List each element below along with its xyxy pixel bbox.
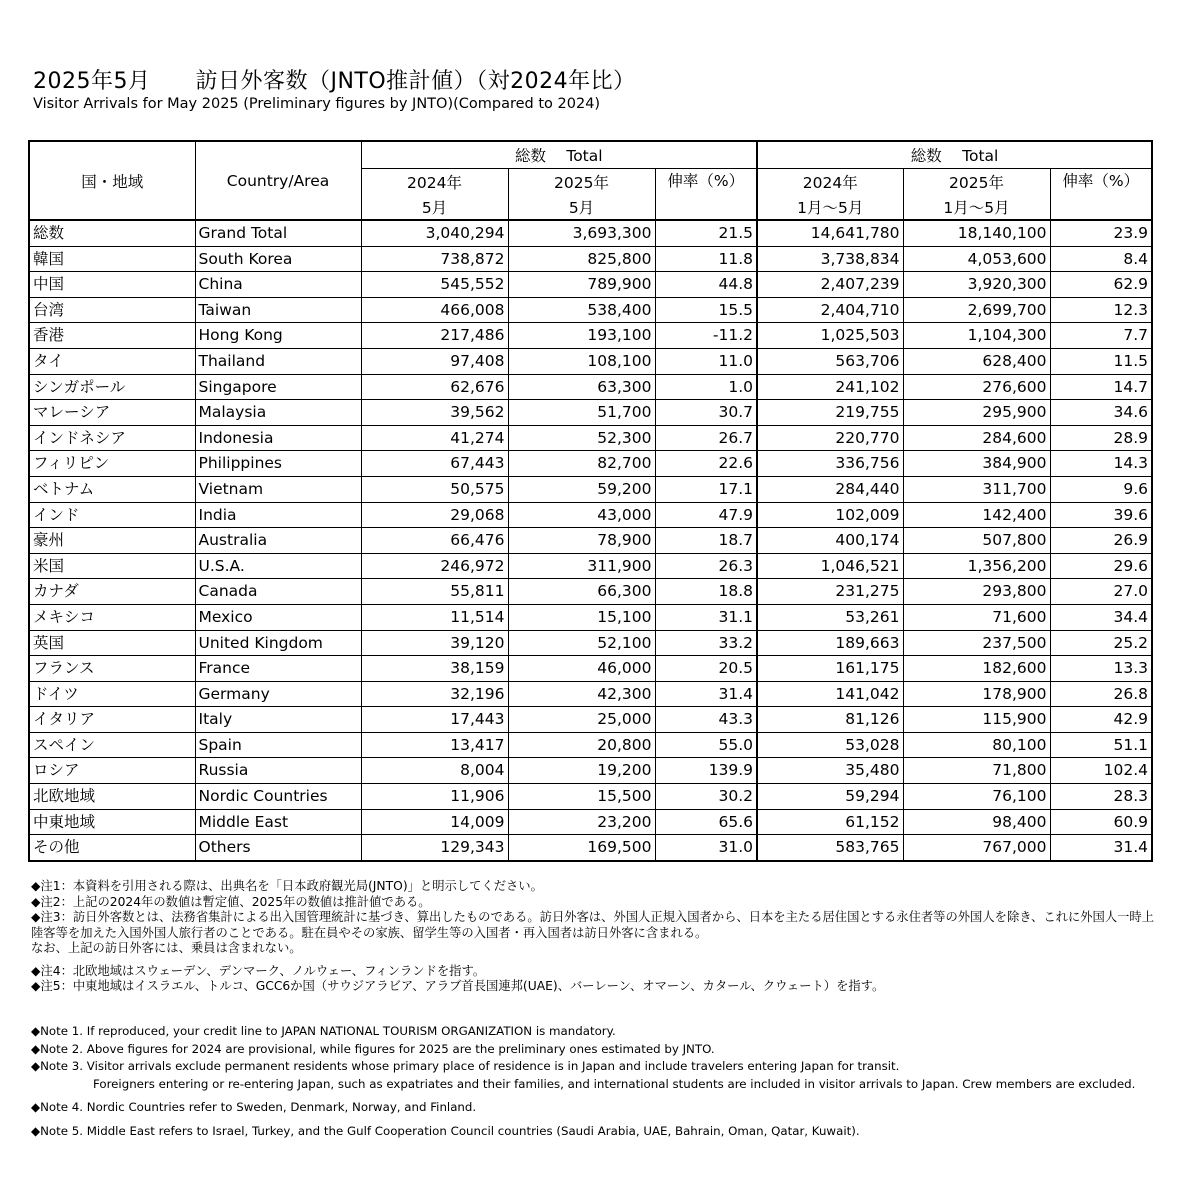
cell-country-en: Thailand xyxy=(195,348,361,374)
cell-may-2024: 97,408 xyxy=(361,348,508,374)
cell-country-en: France xyxy=(195,656,361,682)
cell-may-2024: 13,417 xyxy=(361,732,508,758)
header-rate-ytd: 伸率（%） xyxy=(1050,169,1152,221)
header-country-en: Country/Area xyxy=(195,141,361,220)
note-en-1: ◆Note 1. If reproduced, your credit line to JAPAN NATIONAL TOURISM ORGANIZATION is mandatory. xyxy=(31,1024,616,1038)
cell-may-2025: 193,100 xyxy=(508,323,655,349)
cell-ytd-2024: 14,641,780 xyxy=(757,220,903,246)
cell-ytd-2024: 3,738,834 xyxy=(757,246,903,272)
cell-may-rate: 55.0 xyxy=(655,732,757,758)
cell-ytd-rate: 14.3 xyxy=(1050,451,1152,477)
cell-ytd-rate: 34.6 xyxy=(1050,400,1152,426)
cell-country-en: South Korea xyxy=(195,246,361,272)
cell-country-en: Grand Total xyxy=(195,220,361,246)
cell-ytd-2025: 80,100 xyxy=(903,732,1050,758)
cell-ytd-rate: 25.2 xyxy=(1050,630,1152,656)
header-2024-ytd-year: 2024年 xyxy=(757,169,903,195)
cell-may-2024: 17,443 xyxy=(361,707,508,733)
note-jp-4: ◆注4：北欧地域はスウェーデン、デンマーク、ノルウェー、フィンランドを指す。 xyxy=(31,963,486,978)
cell-ytd-rate: 9.6 xyxy=(1050,476,1152,502)
table-row xyxy=(29,681,1152,707)
cell-ytd-2024: 336,756 xyxy=(757,451,903,477)
cell-ytd-rate: 60.9 xyxy=(1050,809,1152,835)
table-row xyxy=(29,758,1152,784)
cell-may-rate: 26.3 xyxy=(655,553,757,579)
cell-ytd-2025: 293,800 xyxy=(903,579,1050,605)
cell-country-en: Singapore xyxy=(195,374,361,400)
cell-ytd-2025: 142,400 xyxy=(903,502,1050,528)
cell-ytd-rate: 26.9 xyxy=(1050,528,1152,554)
cell-ytd-2024: 220,770 xyxy=(757,425,903,451)
cell-ytd-2024: 141,042 xyxy=(757,681,903,707)
cell-ytd-2024: 284,440 xyxy=(757,476,903,502)
cell-ytd-2024: 189,663 xyxy=(757,630,903,656)
cell-may-2025: 66,300 xyxy=(508,579,655,605)
note-jp-1: ◆注1：本資料を引用される際は、出典名を「日本政府観光局(JNTO)」と明示してください。 xyxy=(31,879,543,893)
cell-may-2024: 32,196 xyxy=(361,681,508,707)
cell-may-2024: 129,343 xyxy=(361,835,508,861)
cell-may-rate: 30.7 xyxy=(655,400,757,426)
cell-country-jp: ベトナム xyxy=(29,476,195,502)
cell-country-jp: 英国 xyxy=(29,630,195,656)
cell-may-rate: 31.1 xyxy=(655,604,757,630)
note-en-3: ◆Note 3. Visitor arrivals exclude permanent residents whose primary place of residence is in Japan and include travelers entering Japan for transit. xyxy=(31,1059,900,1073)
note-en-3-cont: Foreigners entering or re-entering Japan, such as expatriates and their families, and international students are included in visitor arrivals to Japan. Crew members are excluded. xyxy=(93,1076,1136,1091)
note-en-5: ◆Note 5. Middle East refers to Israel, Turkey, and the Gulf Cooperation Council countries (Saudi Arabia, UAE, Bahrain, Oman, Qatar, Kuwait). xyxy=(31,1123,860,1138)
table-row xyxy=(29,528,1152,554)
header-2024-ytd-range: 1月～5月 xyxy=(757,194,903,220)
cell-country-jp: インドネシア xyxy=(29,425,195,451)
cell-ytd-rate: 62.9 xyxy=(1050,272,1152,298)
cell-may-2025: 25,000 xyxy=(508,707,655,733)
cell-ytd-2025: 1,104,300 xyxy=(903,323,1050,349)
header-rate: 伸率（%） xyxy=(655,169,757,221)
cell-may-2024: 39,562 xyxy=(361,400,508,426)
cell-country-jp: カナダ xyxy=(29,579,195,605)
cell-may-rate: 47.9 xyxy=(655,502,757,528)
cell-country-jp: 韓国 xyxy=(29,246,195,272)
cell-ytd-2025: 2,699,700 xyxy=(903,297,1050,323)
cell-may-rate: 43.3 xyxy=(655,707,757,733)
cell-ytd-rate: 13.3 xyxy=(1050,656,1152,682)
cell-may-2025: 42,300 xyxy=(508,681,655,707)
visitor-arrivals-table xyxy=(28,140,1153,862)
cell-may-rate: 22.6 xyxy=(655,451,757,477)
cell-country-en: Germany xyxy=(195,681,361,707)
cell-country-jp: 北欧地域 xyxy=(29,784,195,810)
page-title-jp: 2025年5月 訪日外客数（JNTO推計値）（対2024年比） xyxy=(33,69,636,94)
cell-country-jp: ドイツ xyxy=(29,681,195,707)
table-row xyxy=(29,579,1152,605)
cell-country-en: U.S.A. xyxy=(195,553,361,579)
cell-may-2025: 311,900 xyxy=(508,553,655,579)
cell-may-2024: 55,811 xyxy=(361,579,508,605)
cell-ytd-2024: 400,174 xyxy=(757,528,903,554)
cell-may-rate: 26.7 xyxy=(655,425,757,451)
cell-ytd-2024: 2,407,239 xyxy=(757,272,903,298)
cell-may-rate: 31.0 xyxy=(655,835,757,861)
note-en-2: ◆Note 2. Above figures for 2024 are provisional, while figures for 2025 are the preliminary ones estimated by JNTO. xyxy=(31,1041,715,1056)
cell-country-jp: インド xyxy=(29,502,195,528)
header-2025-year: 2025年 xyxy=(508,169,655,195)
cell-may-2024: 466,008 xyxy=(361,297,508,323)
note-jp-5: ◆注5：中東地域はイスラエル、トルコ、GCC6か国（サウジアラビア、アラブ首長国連邦(UAE)、バーレーン、オマーン、カタール、クウェート）を指す。 xyxy=(31,979,885,993)
cell-may-2024: 14,009 xyxy=(361,809,508,835)
cell-may-2024: 11,514 xyxy=(361,604,508,630)
cell-may-rate: 1.0 xyxy=(655,374,757,400)
cell-country-en: Indonesia xyxy=(195,425,361,451)
notes-japanese xyxy=(31,879,1156,995)
cell-may-rate: 18.8 xyxy=(655,579,757,605)
cell-may-2025: 20,800 xyxy=(508,732,655,758)
cell-country-en: Hong Kong xyxy=(195,323,361,349)
cell-country-en: Vietnam xyxy=(195,476,361,502)
cell-ytd-2024: 1,046,521 xyxy=(757,553,903,579)
cell-ytd-2025: 384,900 xyxy=(903,451,1050,477)
cell-may-2024: 3,040,294 xyxy=(361,220,508,246)
table-row xyxy=(29,707,1152,733)
cell-may-rate: 31.4 xyxy=(655,681,757,707)
cell-may-2025: 19,200 xyxy=(508,758,655,784)
table-row xyxy=(29,476,1152,502)
cell-country-jp: フランス xyxy=(29,656,195,682)
cell-may-2025: 43,000 xyxy=(508,502,655,528)
cell-may-2024: 38,159 xyxy=(361,656,508,682)
cell-ytd-rate: 29.6 xyxy=(1050,553,1152,579)
table-row xyxy=(29,502,1152,528)
cell-ytd-2024: 563,706 xyxy=(757,348,903,374)
cell-ytd-2024: 583,765 xyxy=(757,835,903,861)
header-group-ytd: 総数 Total xyxy=(757,141,1152,169)
cell-may-2025: 825,800 xyxy=(508,246,655,272)
cell-ytd-2025: 284,600 xyxy=(903,425,1050,451)
cell-may-rate: 18.7 xyxy=(655,528,757,554)
table-row xyxy=(29,732,1152,758)
cell-may-2025: 3,693,300 xyxy=(508,220,655,246)
note-en-4: ◆Note 4. Nordic Countries refer to Sweden, Denmark, Norway, and Finland. xyxy=(31,1100,477,1114)
cell-may-2025: 52,100 xyxy=(508,630,655,656)
cell-ytd-rate: 34.4 xyxy=(1050,604,1152,630)
cell-may-2024: 8,004 xyxy=(361,758,508,784)
cell-may-rate: 21.5 xyxy=(655,220,757,246)
cell-may-rate: 17.1 xyxy=(655,476,757,502)
cell-ytd-2024: 59,294 xyxy=(757,784,903,810)
cell-ytd-2025: 507,800 xyxy=(903,528,1050,554)
table-row xyxy=(29,604,1152,630)
note-jp-2: ◆注2：上記の2024年の数値は暫定値、2025年の数値は推計値である。 xyxy=(31,894,431,909)
cell-may-2024: 39,120 xyxy=(361,630,508,656)
cell-may-2025: 23,200 xyxy=(508,809,655,835)
cell-may-2025: 51,700 xyxy=(508,400,655,426)
cell-country-en: China xyxy=(195,272,361,298)
header-2025-month: 5月 xyxy=(508,194,655,220)
cell-may-rate: 65.6 xyxy=(655,809,757,835)
cell-country-en: Canada xyxy=(195,579,361,605)
table-body xyxy=(29,220,1152,861)
cell-country-en: Italy xyxy=(195,707,361,733)
cell-ytd-2025: 311,700 xyxy=(903,476,1050,502)
notes-english xyxy=(31,1023,1166,1140)
cell-ytd-rate: 102.4 xyxy=(1050,758,1152,784)
cell-ytd-2025: 71,600 xyxy=(903,604,1050,630)
cell-ytd-rate: 39.6 xyxy=(1050,502,1152,528)
cell-ytd-2025: 295,900 xyxy=(903,400,1050,426)
cell-ytd-2025: 178,900 xyxy=(903,681,1050,707)
cell-may-2024: 738,872 xyxy=(361,246,508,272)
cell-ytd-2025: 237,500 xyxy=(903,630,1050,656)
header-2024-month: 5月 xyxy=(361,194,508,220)
cell-may-2025: 59,200 xyxy=(508,476,655,502)
cell-ytd-rate: 26.8 xyxy=(1050,681,1152,707)
cell-ytd-2024: 161,175 xyxy=(757,656,903,682)
cell-ytd-rate: 42.9 xyxy=(1050,707,1152,733)
table-row xyxy=(29,835,1152,861)
cell-may-2025: 15,500 xyxy=(508,784,655,810)
cell-ytd-2025: 767,000 xyxy=(903,835,1050,861)
cell-country-jp: フィリピン xyxy=(29,451,195,477)
cell-country-jp: シンガポール xyxy=(29,374,195,400)
cell-may-2025: 46,000 xyxy=(508,656,655,682)
table-row xyxy=(29,220,1152,246)
cell-may-rate: 33.2 xyxy=(655,630,757,656)
table-row xyxy=(29,553,1152,579)
cell-may-rate: 11.8 xyxy=(655,246,757,272)
cell-ytd-rate: 28.3 xyxy=(1050,784,1152,810)
cell-may-rate: -11.2 xyxy=(655,323,757,349)
cell-may-rate: 44.8 xyxy=(655,272,757,298)
cell-ytd-2025: 18,140,100 xyxy=(903,220,1050,246)
cell-ytd-rate: 7.7 xyxy=(1050,323,1152,349)
cell-ytd-2024: 241,102 xyxy=(757,374,903,400)
cell-may-rate: 30.2 xyxy=(655,784,757,810)
cell-country-en: Spain xyxy=(195,732,361,758)
cell-ytd-2025: 71,800 xyxy=(903,758,1050,784)
cell-ytd-2024: 35,480 xyxy=(757,758,903,784)
cell-country-jp: 台湾 xyxy=(29,297,195,323)
cell-country-en: Taiwan xyxy=(195,297,361,323)
cell-ytd-2024: 81,126 xyxy=(757,707,903,733)
cell-ytd-2025: 1,356,200 xyxy=(903,553,1050,579)
cell-may-2024: 11,906 xyxy=(361,784,508,810)
cell-country-jp: イタリア xyxy=(29,707,195,733)
cell-ytd-2024: 219,755 xyxy=(757,400,903,426)
cell-ytd-rate: 28.9 xyxy=(1050,425,1152,451)
header-country-jp: 国・地域 xyxy=(29,141,195,220)
cell-may-2025: 789,900 xyxy=(508,272,655,298)
cell-may-2025: 108,100 xyxy=(508,348,655,374)
cell-may-rate: 11.0 xyxy=(655,348,757,374)
table-row xyxy=(29,809,1152,835)
table-row xyxy=(29,656,1152,682)
cell-country-jp: 香港 xyxy=(29,323,195,349)
cell-may-2025: 78,900 xyxy=(508,528,655,554)
table-row xyxy=(29,272,1152,298)
cell-may-2025: 63,300 xyxy=(508,374,655,400)
cell-country-en: Nordic Countries xyxy=(195,784,361,810)
cell-country-en: Russia xyxy=(195,758,361,784)
cell-may-2024: 217,486 xyxy=(361,323,508,349)
table-row xyxy=(29,630,1152,656)
cell-country-jp: 豪州 xyxy=(29,528,195,554)
cell-ytd-rate: 27.0 xyxy=(1050,579,1152,605)
cell-country-jp: ロシア xyxy=(29,758,195,784)
cell-ytd-2024: 53,028 xyxy=(757,732,903,758)
cell-ytd-2025: 182,600 xyxy=(903,656,1050,682)
cell-may-2024: 545,552 xyxy=(361,272,508,298)
cell-may-2025: 82,700 xyxy=(508,451,655,477)
cell-country-jp: タイ xyxy=(29,348,195,374)
cell-may-2025: 52,300 xyxy=(508,425,655,451)
cell-country-en: Mexico xyxy=(195,604,361,630)
table-row xyxy=(29,323,1152,349)
table-row xyxy=(29,297,1152,323)
cell-country-en: United Kingdom xyxy=(195,630,361,656)
table-row xyxy=(29,451,1152,477)
cell-country-en: India xyxy=(195,502,361,528)
header-2024-year: 2024年 xyxy=(361,169,508,195)
cell-country-en: Australia xyxy=(195,528,361,554)
cell-country-en: Others xyxy=(195,835,361,861)
cell-ytd-rate: 51.1 xyxy=(1050,732,1152,758)
cell-country-jp: 中東地域 xyxy=(29,809,195,835)
cell-ytd-2024: 53,261 xyxy=(757,604,903,630)
cell-may-2025: 169,500 xyxy=(508,835,655,861)
note-jp-3-cont: なお、上記の訪日外客には、乗員は含まれない。 xyxy=(31,941,302,955)
cell-ytd-2025: 4,053,600 xyxy=(903,246,1050,272)
cell-may-2025: 538,400 xyxy=(508,297,655,323)
cell-country-en: Malaysia xyxy=(195,400,361,426)
cell-country-jp: 米国 xyxy=(29,553,195,579)
cell-may-rate: 15.5 xyxy=(655,297,757,323)
cell-ytd-2025: 76,100 xyxy=(903,784,1050,810)
cell-country-jp: 中国 xyxy=(29,272,195,298)
table-row xyxy=(29,374,1152,400)
cell-may-2024: 246,972 xyxy=(361,553,508,579)
cell-country-jp: 総数 xyxy=(29,220,195,246)
page-title-en: Visitor Arrivals for May 2025 (Preliminary figures by JNTO)(Compared to 2024) xyxy=(33,96,601,112)
cell-country-jp: マレーシア xyxy=(29,400,195,426)
cell-ytd-rate: 12.3 xyxy=(1050,297,1152,323)
cell-may-2025: 15,100 xyxy=(508,604,655,630)
note-jp-3: ◆注3：訪日外客数とは、法務省集計による出入国管理統計に基づき、算出したものである。訪日外客は、外国人正規入国者から、日本を主たる居住国とする永住者等の外国人を除き、これに外国人一時上陸客等を加えた入国外国人旅行者のことである。駐在員やその家族、留学生等の入国者・再入国者は訪日外客に含まれる。 xyxy=(31,910,1155,940)
table-row xyxy=(29,425,1152,451)
cell-country-jp: メキシコ xyxy=(29,604,195,630)
cell-may-2024: 67,443 xyxy=(361,451,508,477)
cell-ytd-2025: 628,400 xyxy=(903,348,1050,374)
cell-ytd-rate: 23.9 xyxy=(1050,220,1152,246)
cell-ytd-2025: 276,600 xyxy=(903,374,1050,400)
cell-may-2024: 29,068 xyxy=(361,502,508,528)
cell-country-jp: スペイン xyxy=(29,732,195,758)
header-2025-ytd-range: 1月～5月 xyxy=(903,194,1050,220)
table-row xyxy=(29,246,1152,272)
cell-may-rate: 20.5 xyxy=(655,656,757,682)
cell-may-2024: 41,274 xyxy=(361,425,508,451)
table-row xyxy=(29,348,1152,374)
cell-ytd-2024: 1,025,503 xyxy=(757,323,903,349)
cell-country-jp: その他 xyxy=(29,835,195,861)
cell-ytd-2024: 61,152 xyxy=(757,809,903,835)
cell-ytd-rate: 11.5 xyxy=(1050,348,1152,374)
cell-may-2024: 66,476 xyxy=(361,528,508,554)
table-row xyxy=(29,784,1152,810)
cell-may-2024: 62,676 xyxy=(361,374,508,400)
cell-ytd-rate: 31.4 xyxy=(1050,835,1152,861)
header-group-month: 総数 Total xyxy=(361,141,757,169)
cell-ytd-2025: 3,920,300 xyxy=(903,272,1050,298)
cell-may-2024: 50,575 xyxy=(361,476,508,502)
cell-ytd-2024: 102,009 xyxy=(757,502,903,528)
cell-ytd-rate: 14.7 xyxy=(1050,374,1152,400)
header-2025-ytd-year: 2025年 xyxy=(903,169,1050,195)
cell-ytd-2024: 231,275 xyxy=(757,579,903,605)
cell-ytd-2025: 98,400 xyxy=(903,809,1050,835)
cell-country-en: Philippines xyxy=(195,451,361,477)
cell-may-rate: 139.9 xyxy=(655,758,757,784)
cell-ytd-2025: 115,900 xyxy=(903,707,1050,733)
cell-ytd-rate: 8.4 xyxy=(1050,246,1152,272)
cell-country-en: Middle East xyxy=(195,809,361,835)
table-row xyxy=(29,400,1152,426)
cell-ytd-2024: 2,404,710 xyxy=(757,297,903,323)
